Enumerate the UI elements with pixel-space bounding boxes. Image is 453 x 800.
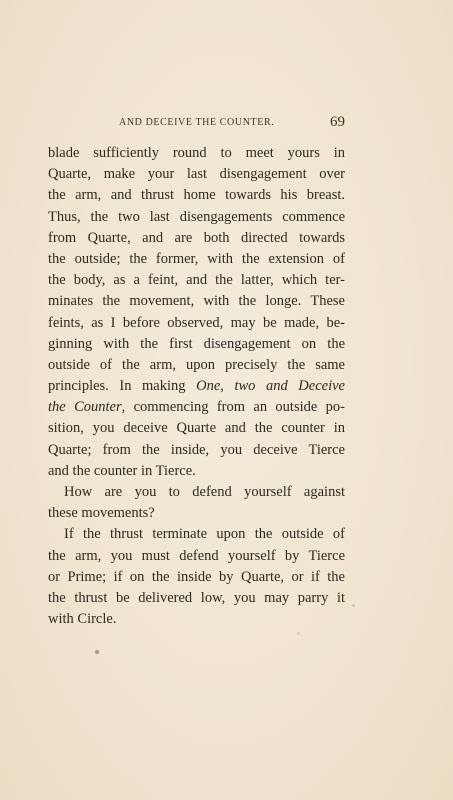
text-line: feints, as I before observed, may be made, be- <box>48 314 345 331</box>
text-segment: principles. In making <box>48 378 197 395</box>
italic-phrase: One, two and Deceive <box>196 378 345 395</box>
ink-speck <box>95 650 99 654</box>
text-line: minates the movement, with the longe. These <box>48 293 345 310</box>
text-line: with Circle. <box>48 611 117 628</box>
text-segment: , commencing from an outside po- <box>121 399 345 416</box>
text-line: or Prime; if on the inside by Quarte, or if the <box>48 568 345 585</box>
italic-phrase: the Counter <box>48 399 122 416</box>
text-line: Quarte; from the inside, you deceive Tierce <box>48 441 345 458</box>
page-header <box>48 114 345 135</box>
body-text <box>48 143 345 630</box>
paper-speck <box>297 632 300 635</box>
text-line: from Quarte, and are both directed towards <box>48 229 345 246</box>
page-number: 69 <box>330 114 345 130</box>
text-line: blade sufficiently round to meet yours in <box>48 145 345 161</box>
text-line: If the thrust terminate upon the outside of <box>64 526 345 543</box>
text-line: the arm, you must defend yourself by Tierce <box>48 547 345 564</box>
text-line: the arm, and thrust home towards his breast. <box>48 187 345 204</box>
text-line: Thus, the two last disengagements commence <box>48 208 345 225</box>
running-title: AND DECEIVE THE COUNTER. <box>119 117 275 128</box>
text-line: the body, as a feint, and the latter, which ter- <box>48 272 345 289</box>
text-line: the outside; the former, with the extension of <box>48 250 345 267</box>
text-line: these movements? <box>48 505 155 522</box>
text-line: Quarte, make your last disengagement over <box>48 166 345 183</box>
text-line: the thrust be delivered low, you may parry it <box>48 589 345 606</box>
text-line: How are you to defend yourself against <box>64 484 345 500</box>
text-line-mixed <box>48 397 345 418</box>
text-line: ginning with the first disengagement on the <box>48 335 345 352</box>
text-line: outside of the arm, upon precisely the same <box>48 356 345 373</box>
text-line-mixed <box>48 376 345 397</box>
text-line: sition, you deceive Quarte and the counter in <box>48 420 345 437</box>
text-line: and the counter in Tierce. <box>48 462 196 479</box>
paper-speck <box>352 604 355 607</box>
